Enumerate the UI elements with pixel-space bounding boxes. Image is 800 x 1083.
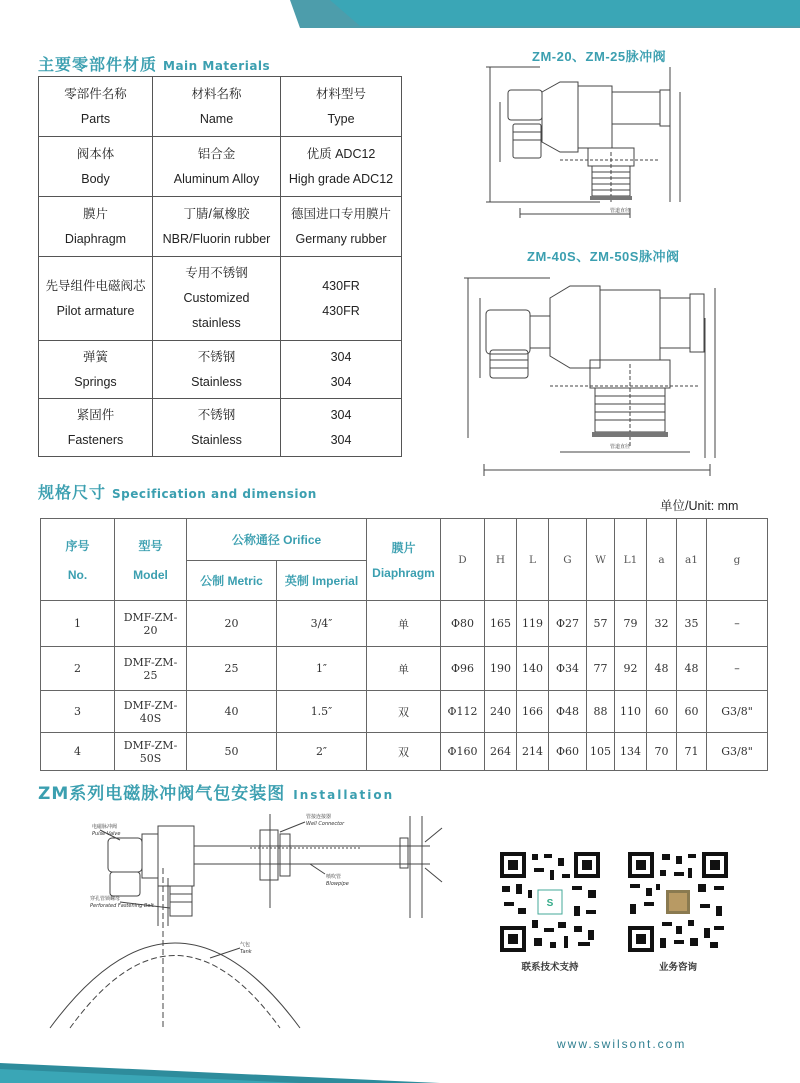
header-col-L: L [517,519,549,601]
label-blowpipe-cn: 喷吹管 [326,874,342,880]
diagram-title-zm40s: ZM-40S、ZM-50S脉冲阀 [527,249,680,264]
cell-diaphragm: 双 [367,691,441,733]
table-row [39,341,402,399]
cell-a1: 60 [677,691,707,733]
cell-metric: 40 [187,691,277,733]
label-connector-cn: 管接连接器 [306,814,332,820]
cell-model: DMF-ZM-50S [115,733,187,771]
name-cn: 不锈钢 [197,349,236,364]
table-row [41,691,768,733]
cell-D: Φ96 [441,647,485,691]
installation-title [38,779,394,804]
type-cn: 304 [330,407,352,422]
label-tank-en: Tank [240,949,252,955]
name-cn: 丁腈/氟橡胶 [183,206,250,221]
type-cn: 430FR [322,278,360,293]
part-cn: 膜片 [82,206,108,221]
type-en: 304 [330,374,352,389]
cell-a1: 71 [677,733,707,771]
header-col-H: H [485,519,517,601]
table-row [41,733,768,771]
name-cn: 不锈钢 [197,407,236,422]
header-metric: 公制 Metric [187,561,277,601]
cell-no: 4 [41,733,115,771]
header-imperial: 英制 Imperial [277,561,367,601]
cell-a1: 35 [677,601,707,647]
cell-L: 166 [517,691,549,733]
materials-header-row [39,77,402,137]
type-en: High grade ADC12 [288,171,394,186]
table-row [39,137,402,197]
cell-G: Φ34 [549,647,587,691]
cell-G: Φ60 [549,733,587,771]
cell-imperial: 3/4″ [277,601,367,647]
cell-imperial: 1.5″ [277,691,367,733]
qr-caption-business: 业务咨询 [658,962,697,973]
name-en: Customized [183,291,250,305]
cell-H: 165 [485,601,517,647]
part-en: Diaphragm [64,231,127,246]
part-cn: 先导组件电磁阀芯 [45,278,146,293]
installation-title-en: Installation [293,788,395,802]
label-nut-cn: 穿孔管锁螺母 [90,896,121,902]
cell-L: 119 [517,601,549,647]
header-name-cn: 材料名称 [191,86,242,101]
cell-a: 32 [647,601,677,647]
cell-H: 264 [485,733,517,771]
part-cn: 阀本体 [76,146,115,161]
spec-header-row-1 [41,519,768,561]
spec-title [38,480,317,503]
cell-diaphragm: 单 [367,601,441,647]
label-nut-en: Perforated Fastening Bolt [90,903,154,909]
cell-no: 3 [41,691,115,733]
name-en: Stainless [191,374,242,389]
label-blowpipe-en: Blowpipe [326,881,349,887]
name-cn: 铝合金 [197,146,236,161]
label-tank-cn: 气包 [240,942,251,948]
header-diaphragm-en: Diaphragm [372,566,435,580]
cell-a: 70 [647,733,677,771]
materials-title [38,52,270,75]
part-cn: 弹簧 [82,349,108,364]
photo-icon [669,893,687,911]
label-pulse-valve-cn: 电磁脉冲阀 [92,824,118,830]
header-col-L1: L1 [615,519,647,601]
cell-g: G3/8" [707,691,768,733]
valve-drawing-zm20 [480,62,710,222]
cell-model: DMF-ZM-20 [115,601,187,647]
cell-L: 140 [517,647,549,691]
header-diaphragm-cn: 膜片 [391,541,416,555]
type-en: 430FR [322,303,360,318]
header-name-en: Name [199,111,234,126]
cell-g: – [707,647,768,691]
cell-a: 60 [647,691,677,733]
cell-no: 1 [41,601,115,647]
cell-model: DMF-ZM-25 [115,647,187,691]
materials-table [38,76,402,457]
cell-imperial: 1″ [277,647,367,691]
header-col-g: g [707,519,768,601]
unit-label: 单位/Unit: mm [660,499,739,513]
part-en: Springs [74,374,117,389]
cell-D: Φ112 [441,691,485,733]
qr-caption-tech-support: 联系技术支持 [521,962,579,973]
name-en-2: stainless [192,316,241,330]
header-col-W: W [587,519,615,601]
cell-W: 88 [587,691,615,733]
cell-D: Φ80 [441,601,485,647]
cell-L1: 134 [615,733,647,771]
bottom-decor-band [0,1043,800,1083]
header-col-a1: a1 [677,519,707,601]
cell-L: 214 [517,733,549,771]
cell-L1: 92 [615,647,647,691]
cell-H: 190 [485,647,517,691]
part-en: Pilot armature [56,303,135,318]
spec-table [40,518,768,771]
cell-imperial: 2″ [277,733,367,771]
svg-text:管道直径: 管道直径 [610,208,631,214]
spec-title-cn: 规格尺寸 [38,483,107,502]
qr-code-tech-support[interactable] [498,850,602,954]
cell-metric: 20 [187,601,277,647]
cell-a: 48 [647,647,677,691]
type-cn: 304 [330,349,352,364]
cell-W: 57 [587,601,615,647]
header-type-cn: 材料型号 [315,86,366,101]
type-en: 304 [330,432,352,447]
svg-text:管道直径: 管道直径 [610,444,631,450]
part-cn: 紧固件 [76,407,115,422]
table-row [41,647,768,691]
part-en: Body [81,171,110,186]
logo-icon: S [546,898,554,909]
cell-H: 240 [485,691,517,733]
header-part-en: Parts [80,111,111,126]
name-en: Aluminum Alloy [173,171,260,186]
materials-title-en: Main Materials [163,59,271,73]
cell-no: 2 [41,647,115,691]
materials-title-cn: 主要零部件材质 [38,55,158,74]
header-type-en: Type [327,111,355,126]
spec-title-en: Specification and dimension [112,487,317,501]
valve-drawing-zm40s [460,268,730,482]
cell-L1: 110 [615,691,647,733]
cell-diaphragm: 单 [367,647,441,691]
cell-L1: 79 [615,601,647,647]
top-decor-band [0,0,800,28]
diagram-title-zm20: ZM-20、ZM-25脉冲阀 [532,49,667,64]
cell-g: – [707,601,768,647]
cell-G: Φ27 [549,601,587,647]
header-orifice: 公称通径 Orifice [187,519,367,561]
cell-D: Φ160 [441,733,485,771]
cell-metric: 25 [187,647,277,691]
table-row [41,601,768,647]
name-cn: 专用不锈钢 [185,266,248,280]
name-en: Stainless [191,432,242,447]
header-model-en: Model [133,568,168,582]
label-pulse-valve-en: Pulse Valve [92,831,121,837]
cell-metric: 50 [187,733,277,771]
header-no-cn: 序号 [65,539,90,553]
cell-W: 77 [587,647,615,691]
part-en: Fasteners [67,432,124,447]
installation-title-cn: ZM系列电磁脉冲阀气包安装图 [38,784,286,804]
type-en: Germany rubber [295,231,387,246]
table-row [39,197,402,257]
footer-url[interactable]: www.swilsont.com [557,1037,687,1051]
installation-drawing [30,808,470,1048]
table-row [39,257,402,341]
label-connector-en: Well Connector [306,821,345,827]
header-no-en: No. [67,568,88,582]
cell-a1: 48 [677,647,707,691]
name-en: NBR/Fluorin rubber [162,231,271,246]
cell-G: Φ48 [549,691,587,733]
header-col-D: D [441,519,485,601]
header-part-cn: 零部件名称 [64,86,127,101]
header-model-cn: 型号 [138,539,163,553]
type-cn: 德国进口专用膜片 [290,206,391,221]
table-row [39,399,402,457]
cell-diaphragm: 双 [367,733,441,771]
cell-g: G3/8" [707,733,768,771]
header-col-G: G [549,519,587,601]
header-col-a: a [647,519,677,601]
qr-code-business[interactable] [626,850,730,954]
cell-model: DMF-ZM-40S [115,691,187,733]
type-cn: 优质 ADC12 [306,146,376,161]
cell-W: 105 [587,733,615,771]
